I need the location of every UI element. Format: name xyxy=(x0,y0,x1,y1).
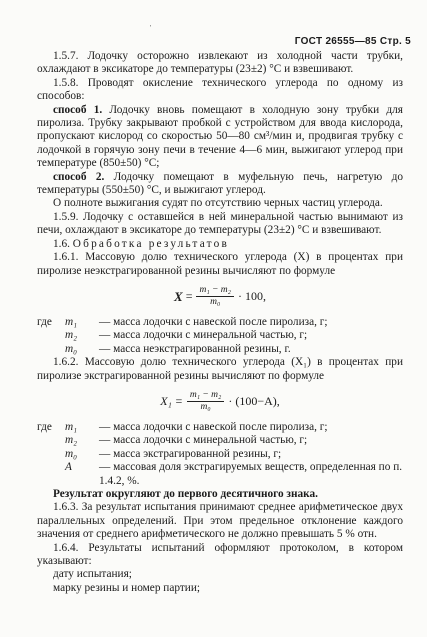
formula-1-fraction xyxy=(196,285,234,308)
definition-text: — масса неэкстрагированной резины, г. xyxy=(99,342,291,355)
method-2-text: Лодочку помещают в муфельную печь, нагретую до температуры (550±50) °С, и выжигают углерод. xyxy=(37,170,403,197)
definitions-2 xyxy=(37,421,403,488)
section-number: 1.6. xyxy=(53,237,70,250)
list-item: дату испытания; xyxy=(53,568,132,581)
section-1-6-heading xyxy=(37,238,403,251)
formula-2-denominator: m₀ xyxy=(200,402,211,413)
method-1-label: способ 1. xyxy=(53,103,103,116)
formula-1-lhs: X xyxy=(174,289,183,305)
definition-symbol: m₀ xyxy=(65,447,78,460)
scan-mark: ' xyxy=(150,24,152,32)
formula-1 xyxy=(37,278,403,316)
paragraph-1-5-9: 1.5.9. Лодочку с оставшейся в ней минеральной частью вынимают из печи, охлаждают в эксикаторе до температуры (23±2) °С и взвешивают. xyxy=(37,210,403,237)
formula-1-rhs: · 100, xyxy=(237,289,266,304)
definition-symbol: m₂ xyxy=(65,329,78,342)
definitions-1 xyxy=(37,316,403,356)
definition-text: — масса лодочки с минеральной частью, г; xyxy=(99,434,308,447)
definition-row xyxy=(37,343,403,356)
definition-row xyxy=(37,434,403,447)
definition-row xyxy=(37,316,403,329)
paragraph-completeness: О полноте выжигания судят по отсутствию черных частиц углерода. xyxy=(53,197,383,210)
definition-prefix: где xyxy=(37,315,52,328)
list-item: марку резины и номер партии; xyxy=(53,581,201,594)
definition-symbol: m₁ xyxy=(65,420,78,433)
paragraph-1-6-2: 1.6.2. Массовую долю технического углерода (X₁) в процентах при пиролизе экстрагированной резины вычисляют по формуле xyxy=(37,356,403,382)
definition-prefix: где xyxy=(37,420,52,433)
formula-2-fraction xyxy=(187,390,225,413)
method-2 xyxy=(37,171,403,198)
paragraph-1-6-1: 1.6.1. Массовую долю технического углерода (X) в процентах при пиролизе неэкстрагированной резины вычисляют по формуле xyxy=(37,251,403,277)
definition-text: — массовая доля экстрагируемых веществ, определенная по п. 1.4.2, %. xyxy=(99,461,403,487)
formula-1-numerator: m₁ − m₂ xyxy=(196,285,234,297)
definition-text: — масса лодочки с навеской после пиролиза, г; xyxy=(99,420,328,433)
definition-symbol: m₀ xyxy=(65,342,78,355)
definition-row xyxy=(37,461,403,488)
paragraph-1-6-3: 1.6.3. За результат испытания принимают среднее арифметическое двух параллельных определений. При этом предельное отклонение каждого значения от среднего арифметического не должно превышать 5 % отн. xyxy=(37,501,403,541)
formula-2-lhs: X₁ = xyxy=(160,394,183,409)
method-1-text: Лодочку вновь помещают в холодную зону трубки для пиролиза. Трубку закрывают пробкой с устройством для ввода кислорода, пропускают кислород со скоростью 50—80 см³/мин и, продвигая трубку с лодочкой в горячую зону печи в течение 4—6 мин, выжигают углерод при температуре (850±50) °С; xyxy=(37,103,403,170)
definition-prefix xyxy=(37,448,65,461)
section-title: Обработка результатов xyxy=(72,237,229,250)
paragraph-1-6-4: 1.6.4. Результаты испытаний оформляют протоколом, в котором указывают: xyxy=(37,541,403,567)
paragraph-rounding: Результат округляют до первого десятичного знака. xyxy=(53,487,318,500)
formula-2-rhs: · (100−A), xyxy=(228,394,280,409)
definition-symbol: A xyxy=(65,461,72,474)
definition-prefix xyxy=(37,461,65,488)
document-body xyxy=(37,50,403,595)
definition-row xyxy=(37,448,403,461)
definition-row xyxy=(37,329,403,342)
definition-symbol: m₁ xyxy=(65,315,78,328)
formula-2 xyxy=(37,383,403,421)
page-header: ГОСТ 26555—85 Стр. 5 xyxy=(294,36,411,47)
formula-1-denominator: m₀ xyxy=(210,297,221,308)
method-2-label: способ 2. xyxy=(53,170,105,183)
definition-prefix xyxy=(37,434,65,447)
definition-symbol: m₂ xyxy=(65,434,78,447)
definition-prefix xyxy=(37,329,65,342)
definition-prefix xyxy=(37,343,65,356)
paragraph-1-5-8: 1.5.8. Проводят окисление технического углерода по одному из способов: xyxy=(37,76,403,103)
definition-text: — масса экстрагированной резины, г; xyxy=(99,447,282,460)
definition-row xyxy=(37,421,403,434)
method-1 xyxy=(37,104,403,171)
paragraph-1-5-7: 1.5.7. Лодочку осторожно извлекают из холодной части трубки, охлаждают в эксикаторе до температуры (23±2) °С и взвешивают. xyxy=(37,50,403,76)
definition-text: — масса лодочки с минеральной частью, г; xyxy=(99,329,308,342)
formula-2-numerator: m₁ − m₂ xyxy=(187,390,225,402)
formula-1-equals: = xyxy=(185,289,193,304)
definition-text: — масса лодочки с навеской после пиролиза, г; xyxy=(99,315,328,328)
